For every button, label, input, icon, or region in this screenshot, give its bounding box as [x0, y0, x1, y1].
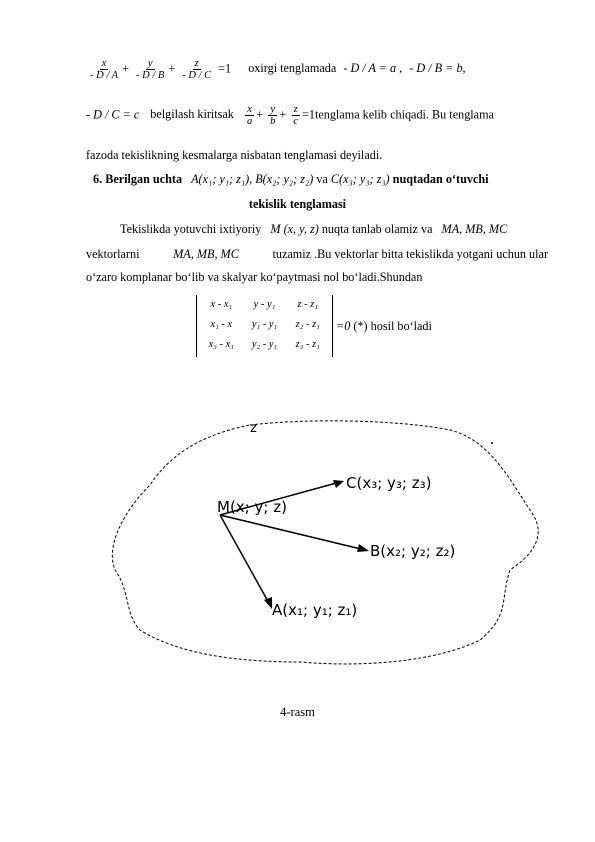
section-heading-line2: tekislik tenglamasi	[248, 197, 347, 211]
plane-outline	[112, 421, 538, 664]
fraction-z-c: $\frac{z}{c}$	[293, 104, 298, 128]
substitution-a: - D / A = a ,	[343, 61, 403, 76]
det-row: x₁ - x y₁ - y₁ z₂ - z₁	[210, 319, 320, 330]
dot-mark	[491, 442, 493, 444]
point-b: B(x₂; y₂; z₂)	[255, 172, 314, 186]
determinant-result: =0 (*) hosil bo‘ladi	[336, 319, 432, 333]
equals-one-2: =1	[301, 107, 315, 122]
vectors-label: MA, MB, MC	[441, 222, 508, 236]
vector-ma	[220, 515, 270, 605]
label-a: A(x₁; y₁; z₁)	[272, 601, 358, 619]
point-a: A(x₁; y₁; z₁),	[191, 172, 253, 186]
label-b: B(x₂; y₂; z₂)	[370, 542, 456, 560]
point-c: C(x₃; y₃; z₃)	[330, 172, 390, 186]
fraction-y-b: $\frac{y}{b}$	[270, 104, 276, 128]
section-heading: 6. Berilgan uchta A(x₁; y₁; z₁), B(x₂; y₂; z₂) va C(x₃; y₃; z₃) nuqtadan o‘tuvchi	[93, 172, 489, 186]
label-m: M(x; y; z)	[217, 498, 287, 516]
arrowhead-b	[357, 544, 369, 552]
paragraph-line-3: o‘zaro komplanar bo‘lib va skalyar ko‘paytmasi nol bo‘ladi.Shundan	[86, 270, 423, 284]
fraction-y: $\frac{y}{- D / B}$	[136, 58, 165, 82]
axis-label-z: z	[250, 421, 257, 436]
arrowhead-c	[333, 480, 344, 488]
text-oxirgi: oxirgi tenglamada	[248, 61, 337, 76]
text-fazoda: fazoda tekislikning kesmalarga nisbatan tenglamasi deyiladi.	[86, 148, 383, 162]
equation-line-1: $\frac{x}{- D / A}$ + $\frac{y}{- D / B}$ + $\frac{z}{- D / C}$ =1 oxirgi tenglamada - D / A = a , - D / B = b,	[90, 58, 466, 82]
fraction-x-a: $\frac{x}{a}$	[246, 104, 253, 128]
det-row: x - x₁ y - y₁ z - z₁	[210, 299, 318, 310]
text-belgilash: belgilash kiritsak	[150, 107, 234, 122]
equation-line-2: - D / C = c belgilash kiritsak $\frac{x}{a}$ + $\frac{y}{b}$ + $\frac{z}{c}$ =1tenglama kelib chiqadi. Bu tenglama	[86, 104, 494, 128]
equals-one: =1	[218, 61, 232, 76]
plane-figure	[100, 400, 550, 680]
arrowhead-a	[264, 597, 272, 609]
fraction-z: $\frac{z}{- D / C}$	[182, 58, 212, 82]
label-c: C(x₃; y₃; z₃)	[346, 474, 432, 492]
fraction-x: $\frac{x}{- D / A}$	[90, 58, 119, 82]
vector-mb	[220, 515, 365, 550]
paragraph-line-1: Tekislikda yotuvchi ixtiyoriy M (x, y, z) nuqta tanlab olamiz va MA, MB, MC	[120, 222, 508, 236]
determinant	[196, 295, 333, 357]
substitution-c: - D / C = c	[86, 107, 140, 122]
substitution-b: - D / B = b,	[409, 61, 466, 76]
det-row: x₃ - x₁ y₂ - y₁ z₃ - z₁	[208, 339, 320, 350]
point-m: M (x, y, z)	[270, 222, 319, 236]
paragraph-line-2: vektorlarni MA, MB, MC tuzamiz .Bu vektorlar bitta tekislikda yotgani uchun ular	[86, 247, 548, 261]
vectors-label-2: MA, MB, MC	[173, 247, 239, 261]
text-tenglama-kelib: tenglama kelib chiqadi. Bu tenglama	[314, 107, 494, 122]
figure-caption: 4-rasm	[280, 705, 315, 719]
